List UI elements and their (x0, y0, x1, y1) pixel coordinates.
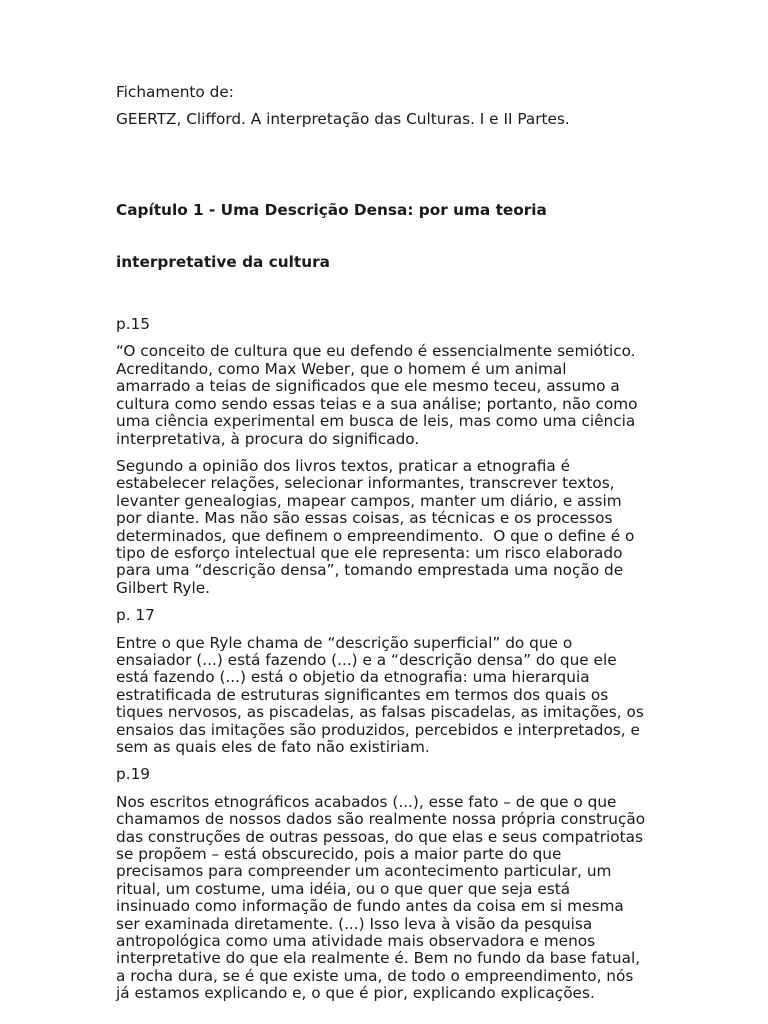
paragraph-line: Nos escritos etnográficos acabados (...), esse fato – de que o que (116, 792, 617, 811)
paragraph-line: interpretativa, à procura do significado. (116, 429, 420, 448)
paragraph-line: ser examinada diretamente. (...) Isso leva à visão da pesquisa (116, 914, 593, 933)
chapter-title-line: interpretative da cultura (116, 252, 330, 271)
sections (116, 316, 656, 1013)
paragraph-line: “O conceito de cultura que eu defendo é essencialmente semiótico. (116, 342, 636, 361)
paragraph-line: ensaios das imitações são produzidos, percebidos e interpretados, e (116, 720, 640, 739)
paragraph-line: uma ciência experimental em busca de leis, mas como uma ciência (116, 412, 636, 431)
paragraph-line: se propõem – está obscurecido, pois a maior parte do que (116, 845, 562, 864)
paragraph-line: está fazendo (...) está o objetio da etnografia: uma hierarquia (116, 668, 590, 687)
paragraph-line: estratificada de estruturas significantes em termos dos quais os (116, 685, 609, 704)
paragraph-line: Segundo a opinião dos livros textos, praticar a etnografia é (116, 456, 570, 475)
page-number-label: p.19 (116, 765, 151, 784)
paragraph-line: tiques nervosos, as piscadelas, as falsas piscadelas, as imitações, os (116, 703, 644, 722)
paragraph-line: chamamos de nossos dados são realmente nossa própria construção (116, 810, 646, 829)
chapter-title (116, 167, 656, 306)
paragraph-line: amarrado a teias de significados que ele mesmo teceu, assumo a (116, 377, 620, 396)
paragraph-line: insinuado como informação de fundo antes da coisa em si mesma (116, 897, 624, 916)
page-number-label: p.15 (116, 315, 151, 334)
paragraph-line: Acreditando, como Max Weber, que o homem é um animal (116, 359, 567, 378)
paragraph-line: antropológica como uma atividade mais observadora e menos (116, 932, 596, 951)
paragraph-line: cultura como sendo essas teias e a sua análise; portanto, não como (116, 394, 638, 413)
paragraph-line: estabelecer relações, selecionar informantes, transcrever textos, (116, 474, 615, 493)
paragraph-line: determinados, que definem o empreendimento. O que o define é o (116, 526, 635, 545)
paragraph-line: por diante. Mas não são essas coisas, as técnicas e os processos (116, 509, 613, 528)
quote-paragraph (116, 343, 656, 447)
quote-paragraph (116, 635, 656, 757)
paragraph-line: Gilbert Ryle. (116, 578, 210, 597)
paragraph-line: levanter genealogias, mapear campos, manter um diário, e assim (116, 491, 622, 510)
paragraph-line: interpretative do que ela realmente é. Bem no fundo da base fatual, (116, 949, 641, 968)
paragraph-line: para uma “descrição densa”, tomando emprestada uma noção de (116, 561, 624, 580)
paragraph-line: precisamos para compreender um acontecimento particular, um (116, 862, 612, 881)
paragraph-line: sem as quais eles de fato não existiriam. (116, 738, 430, 756)
paragraph-line: a rocha dura, se é que existe uma, de todo o empreendimento, nós (116, 966, 634, 985)
chapter-title-line: Capítulo 1 - Uma Descrição Densa: por uma teoria (116, 200, 547, 219)
paragraph-line: já estamos explicando e, o que é pior, explicando explicações. (116, 984, 595, 1003)
paragraph-line: ritual, um costume, uma idéia, ou o que quer que seja está (116, 879, 571, 898)
paragraph-line: das construções de outras pessoas, do que elas e seus compatriotas (116, 827, 644, 846)
document-page (116, 84, 656, 1013)
paragraph-line: Entre o que Ryle chama de “descrição superficial” do que o (116, 633, 573, 652)
paragraph-line: tipo de esforço intelectual que ele representa: um risco elaborado (116, 543, 623, 562)
page-number-label: p. 17 (116, 606, 155, 625)
quote-paragraph (116, 458, 656, 597)
bibliographic-reference: GEERTZ, Clifford. A interpretação das Culturas. I e II Partes. (116, 110, 570, 129)
paragraph-line: ensaiador (...) está fazendo (...) e a “descrição densa” do que ele (116, 650, 617, 669)
quote-paragraph (116, 794, 656, 1003)
header-label: Fichamento de: (116, 83, 234, 101)
